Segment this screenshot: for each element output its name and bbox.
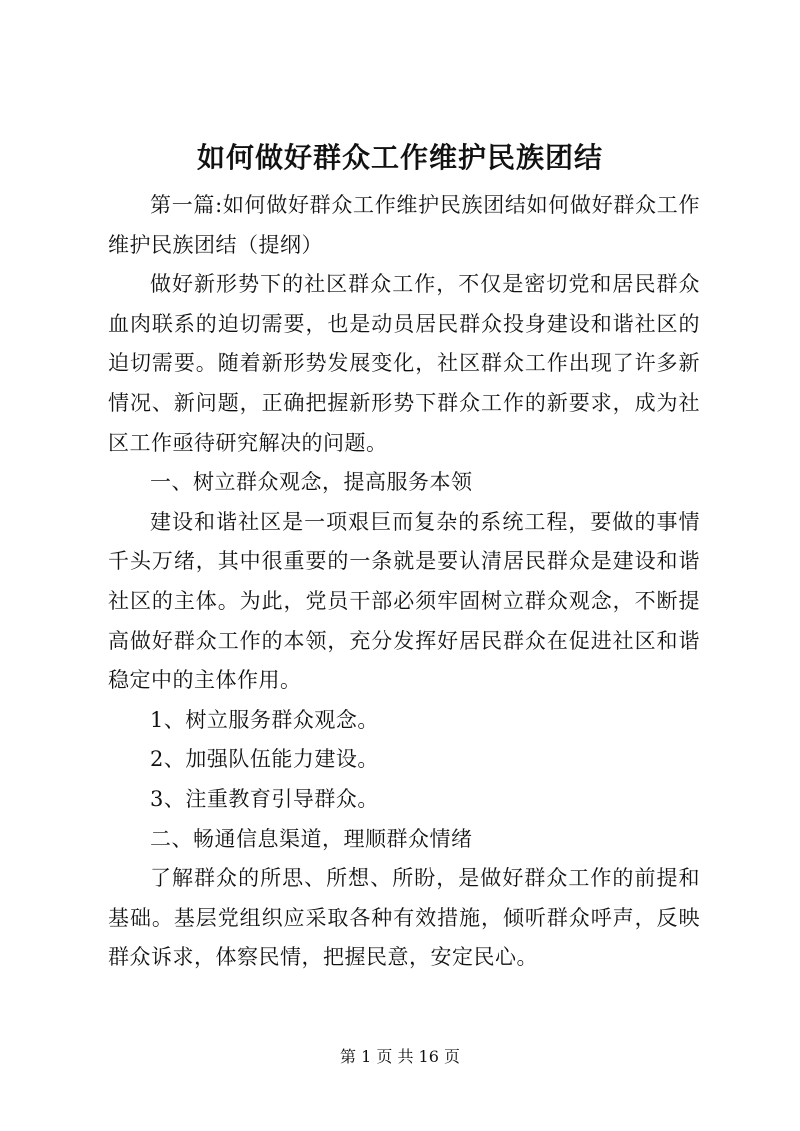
paragraph-section-2: 了解群众的所思、所想、所盼，是做好群众工作的前提和基础。基层党组织应采取各种有效措施，倾听群众呼声，反映群众诉求，体察民情，把握民意，安定民心。 [108,866,700,970]
paragraph-heading-1: 第一篇:如何做好群众工作维护民族团结如何做好群众工作维护民族团结（提纲） [108,193,700,257]
section-heading-1: 一、树立群众观念，提高服务本领 [150,470,473,495]
list-item-2: 2、加强队伍能力建设。 [150,747,379,772]
page-footer: 第 1 页 共 16 页 [340,1047,460,1066]
list-item-1: 1、树立服务群众观念。 [150,707,379,732]
section-heading-2: 二、畅通信息渠道，理顺群众情绪 [150,826,473,851]
paragraph-intro: 做好新形势下的社区群众工作，不仅是密切党和居民群众血肉联系的迫切需要，也是动员居民群众投身建设和谐社区的迫切需要。随着新形势发展变化，社区群众工作出现了许多新情况、新问题，正确把握新形势下群众工作的新要求，成为社区工作亟待研究解决的问题。 [108,272,700,455]
list-item-3: 3、注重教育引导群众。 [150,786,379,811]
document-title: 如何做好群众工作维护民族团结 [196,141,603,174]
paragraph-section-1: 建设和谐社区是一项艰巨而复杂的系统工程，要做的事情千头万绪，其中很重要的一条就是要认清居民群众是建设和谐社区的主体。为此，党员干部必须牢固树立群众观念，不断提高做好群众工作的本领，充分发挥好居民群众在促进社区和谐稳定中的主体作用。 [108,509,700,693]
document-body [108,186,700,978]
